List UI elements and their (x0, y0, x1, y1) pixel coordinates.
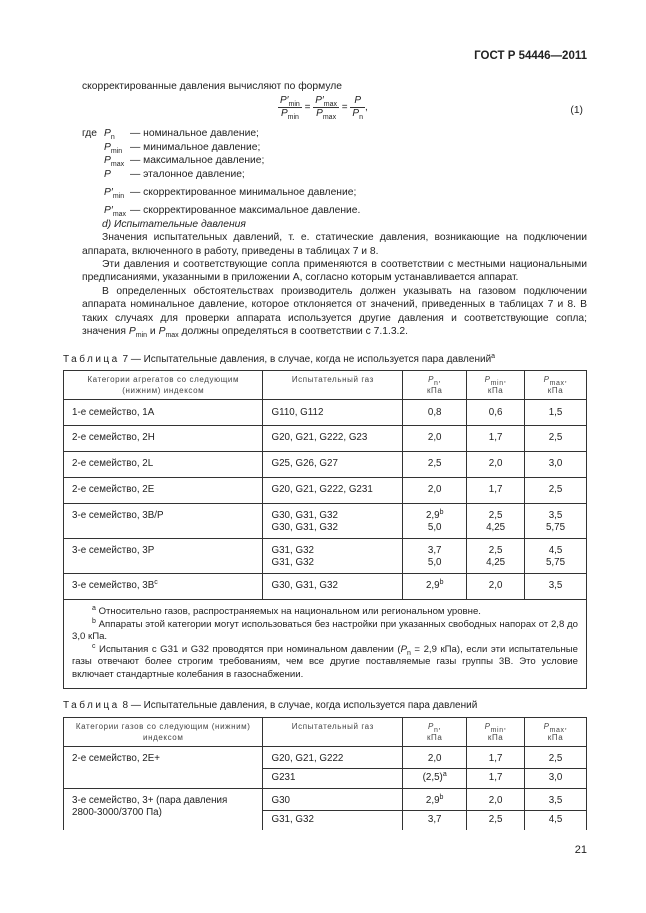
table-row: 2-е семейство, 2H G20, G21, G222, G23 2,0 1,7 2,5 (64, 425, 587, 451)
table-row: 3-е семейство, 3B/P G30, G31, G32 G30, G31, G32 2,9$^b$ 5,0 2,5 4,25 3,5 5,75 (64, 503, 587, 538)
document-page (63, 0, 587, 857)
definition: $P_{min}$ — минимальное давление; (104, 141, 261, 155)
table-row: 3-е семейство, 3+ (пара давления 2800-3000/3700 Па) G30 2,9$^b$ 2,0 3,5 (64, 788, 587, 811)
body-text: Значения испытательных давлений, т. е. статические давления, возникающие на подключении аппарата, включенного в работу, приведены в таблицах 7 и 8. Эти давления и соответствующие сопла применяются в соответствии с местными национальными предписаниями, указанными в приложении А, согласно которым устанавливается аппарат. В определенных обстоятельствах производитель должен указывать на газовом подключении аппарата номинальное давление, которое отклоняется от значений, приведенных в таблицах 7 и 8. В таких случаях для проверки аппарата используется другие давления и соответствующие сопла; значения $P_{min}$ и $P_{max}$ должны определяться в соответствии с 7.1.3.2. (82, 232, 587, 340)
definition: $P'_{max}$ — скорректированное максимальное давление. (104, 205, 361, 219)
table-header-row: Категории газов со следующим (нижним) индексом Испытательный газ $P_n$, кПа $P_{min}$, кПа $P_{max}$, кПа (64, 717, 587, 746)
table-row: G31, G32 3,7 2,5 4,5 (64, 811, 587, 830)
formula-row (63, 95, 587, 125)
table-header-row: Категории агрегатов со следующим (нижним) индексом Испытательный газ $P_n$, кПа $P_{min}$, кПа $P_{max}$, кПа (64, 370, 587, 399)
intro-text: скорректированные давления вычисляют по формуле (82, 81, 342, 92)
table-7 (63, 370, 587, 690)
footnote-b: $^b$ Аппараты этой категории могут использоваться без настройки при указанных свободных напорах от 2,8 до 3,0 кПа. (72, 617, 578, 643)
table8-caption: Таблица 8 — Испытательные давления, в случае, когда используется пара давлений (63, 700, 478, 712)
definition: $P'_{min}$ — скорректированное минимальное давление; (104, 187, 357, 201)
table-row: 3-е семейство, 3P G31, G32 G31, G32 3,7 5,0 2,5 4,25 4,5 5,75 (64, 538, 587, 573)
document-header: ГОСТ Р 54446—2011 (474, 50, 587, 62)
footnote-a: $^a$ Относительно газов, распространяемых на национальном или региональном уровне. (92, 604, 481, 617)
definitions-list (82, 127, 587, 219)
table-row: G231 $(2,5)^a$ 1,7 3,0 (64, 769, 587, 789)
definition: P — эталонное давление; (104, 168, 245, 180)
table-8 (63, 717, 587, 830)
table-row: 1-е семейство, 1A G110, G112 0,8 0,6 1,5 (64, 399, 587, 425)
table-row: 2-е семейство, 2E+ G20, G21, G222 2,0 1,7 2,5 (64, 746, 587, 769)
formula-number: (1) (570, 105, 583, 117)
table-row: 3-е семейство, $3B^c$ G30, G31, G32 2,9$^b$ 2,0 3,5 (64, 573, 587, 599)
table-row: 2-е семейство, 2L G25, G26, G27 2,5 2,0 3,0 (64, 451, 587, 477)
definition: $P_n$ — номинальное давление; (104, 128, 259, 142)
definition: $P_{max}$ — максимальное давление; (104, 155, 265, 169)
table-row: 2-е семейство, 2E G20, G21, G222, G231 2,0 1,7 2,5 (64, 477, 587, 503)
table-footnotes-row (64, 599, 587, 689)
footnote-c: $^c$ Испытания с G31 и G32 проводятся при номинальном давлении ($P_n = 2,9$ кПа), если эти испытательные газы отвечают более строгим требованиям, чем все другие поставляемые газы группы 3B. Это условие включает стандартные колебания в газоснабжении. (72, 642, 578, 680)
page-number: 21 (574, 843, 587, 856)
where-label: где (82, 128, 98, 140)
formula: $\frac{P'_{min}}{P_{min}}$ = $\frac{P'_{max}}{P_{max}}$ = $\frac{P}{P_n}$ , (280, 95, 368, 122)
table7-caption: Таблица 7 — Испытательные давления, в случае, когда не используется пара давлений$^a$ (63, 352, 496, 365)
section-heading: d) Испытательные давления (102, 218, 246, 230)
